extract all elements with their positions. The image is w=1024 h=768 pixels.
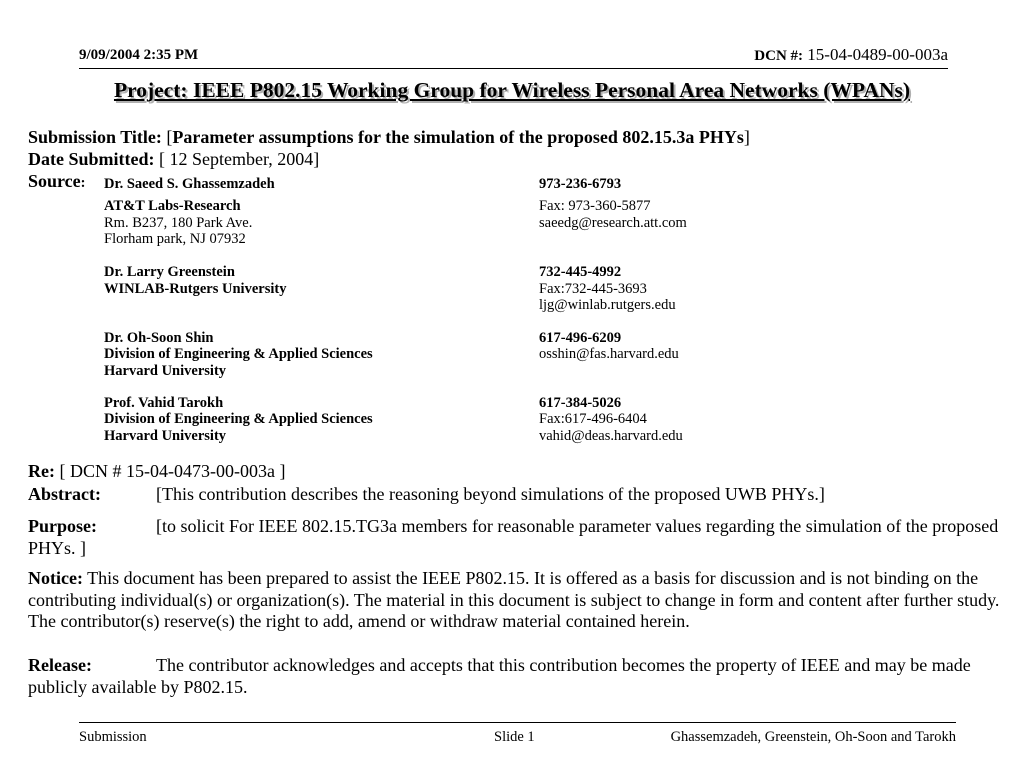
author-fax: Fax:617-496-6404 xyxy=(539,411,647,427)
purpose-text: [to solicit For IEEE 802.15.TG3a members for reasonable parameter values regarding the simulation of the proposed PHYs. ] xyxy=(28,516,999,558)
abstract-paragraph xyxy=(28,484,1013,506)
author-email: osshin@fas.harvard.edu xyxy=(539,346,679,362)
header-date: 9/09/2004 2:35 PM xyxy=(79,47,199,63)
author-fax: Fax: 973-360-5877 xyxy=(539,198,651,214)
footer-slide-number: Slide 1 xyxy=(494,729,535,745)
bracket-open: [ xyxy=(166,127,173,147)
abstract-text: [This contribution describes the reasoning beyond simulations of the proposed UWB PHYs.] xyxy=(156,484,825,504)
source-label-text: Source xyxy=(28,171,81,191)
submission-title-line xyxy=(28,127,750,148)
notice-text: This document has been prepared to assist the IEEE P802.15. It is offered as a basis for discussion and is not binding on the contributing individual(s) or organization(s). The material in this document is subject to change in form and content after further study. The contributor(s) reserve(s) the right to add, amend or withdraw material contained herein. xyxy=(28,568,1000,631)
dcn-value: 15-04-0489-00-003a xyxy=(807,45,948,64)
author-org: Division of Engineering & Applied Sciences xyxy=(104,346,373,362)
author-address-line2: Florham park, NJ 07932 xyxy=(104,231,246,247)
header-divider xyxy=(79,68,948,69)
author-email: saeedg@research.att.com xyxy=(539,215,687,231)
author-address-line1: Rm. B237, 180 Park Ave. xyxy=(104,215,253,231)
header-dcn xyxy=(754,45,948,65)
author-org: Division of Engineering & Applied Sciences xyxy=(104,411,373,427)
release-text: The contributor acknowledges and accepts that this contribution becomes the property of IEEE and may be made publicly available by P802.15. xyxy=(28,655,971,697)
author-name: Dr. Saeed S. Ghassemzadeh xyxy=(104,176,275,192)
purpose-label: Purpose: xyxy=(28,516,97,536)
author-fax: Fax:732-445-3693 xyxy=(539,281,647,297)
bracket-close: ] xyxy=(743,127,750,147)
notice-paragraph xyxy=(28,568,1013,633)
abstract-label: Abstract: xyxy=(28,484,101,504)
date-submitted-label: Date Submitted: xyxy=(28,149,155,169)
footer-divider xyxy=(79,722,956,723)
author-org: AT&T Labs-Research xyxy=(104,198,241,214)
author-org-line2: Harvard University xyxy=(104,363,227,379)
author-phone: 617-496-6209 xyxy=(539,330,622,346)
footer-authors: Ghassemzadeh, Greenstein, Oh-Soon and Tarokh xyxy=(670,729,956,745)
footer-submission: Submission xyxy=(79,729,147,745)
author-name: Prof. Vahid Tarokh xyxy=(104,395,224,411)
purpose-paragraph xyxy=(28,516,1013,559)
author-org: WINLAB-Rutgers University xyxy=(104,281,287,297)
submission-title-label: Submission Title: xyxy=(28,127,162,147)
author-phone: 617-384-5026 xyxy=(539,395,622,411)
project-title: Project: IEEE P802.15 Working Group for Wireless Personal Area Networks (WPANs) xyxy=(113,78,911,102)
author-email: ljg@winlab.rutgers.edu xyxy=(539,297,676,313)
source-colon: : xyxy=(80,175,86,191)
notice-label: Notice: xyxy=(28,568,83,588)
author-name: Dr. Oh-Soon Shin xyxy=(104,330,214,346)
author-name: Dr. Larry Greenstein xyxy=(104,264,235,280)
release-label: Release: xyxy=(28,655,92,675)
source-label xyxy=(28,171,86,192)
author-org-line2: Harvard University xyxy=(104,428,227,444)
re-line xyxy=(28,461,285,482)
author-phone: 973-236-6793 xyxy=(539,176,622,192)
author-phone: 732-445-4992 xyxy=(539,264,622,280)
re-label: Re: xyxy=(28,461,55,481)
dcn-label: DCN #: xyxy=(754,48,804,64)
re-value: [ DCN # 15-04-0473-00-003a ] xyxy=(59,461,286,481)
date-submitted-value: [ 12 September, 2004] xyxy=(159,149,320,169)
submission-title-value: Parameter assumptions for the simulation of the proposed 802.15.3a PHYs xyxy=(172,127,744,147)
date-submitted-line xyxy=(28,149,319,170)
author-email: vahid@deas.harvard.edu xyxy=(539,428,683,444)
release-paragraph xyxy=(28,655,1013,698)
